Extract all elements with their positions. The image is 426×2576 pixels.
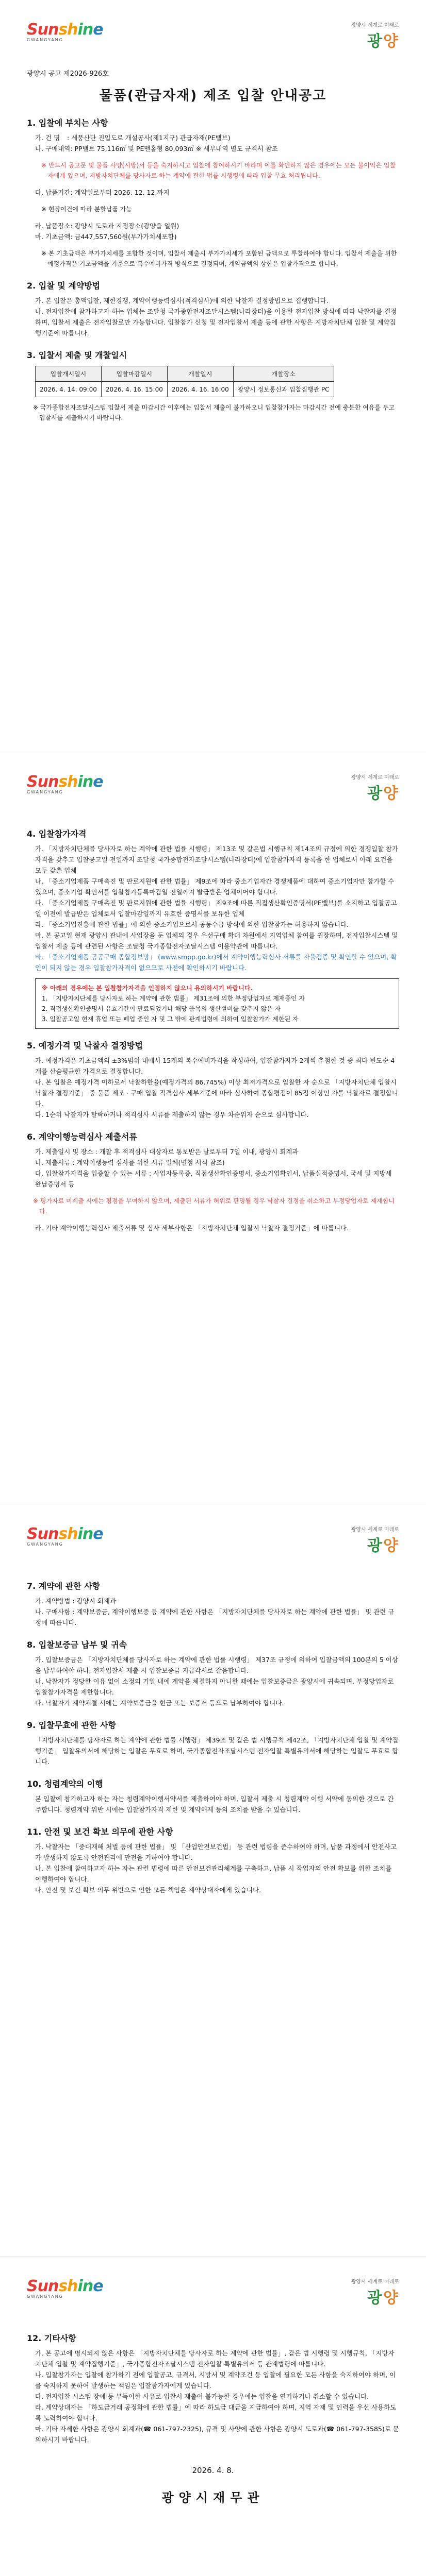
section-heading: 4. 입찰참가자격 [27, 829, 87, 839]
paragraph: 마. 본 공고일 현재 광양시 관내에 사업장을 둔 업체의 경우 우선구매 확대 차원에서 지역업체 참여를 권장하며, 전자입찰시스템 및 입찰서 제출 등에 관련된 사항은 조달청 국가종합전자조달시스템 이용약관에 따릅니다. [35, 931, 398, 950]
notice-date: 2026. 4. 8. [192, 2466, 234, 2475]
paragraph: 가. 제출일시 및 장소 : 개찰 후 적격심사 대상자로 통보받은 날로부터 7일 이내, 광양시 회계과 [35, 1148, 299, 1156]
paragraph: 가. 입찰보증금은 「지방자치단체를 당사자로 하는 계약에 관한 법률 시행령」 제37조 규정에 의하여 입찰금액의 100분의 5 이상을 납부하여야 하나, 전자입찰서 제출 시 입찰보증금 지급각서로 갈음합니다. [35, 1656, 398, 1674]
table-cell: 2026. 4. 14. 09:00 [36, 382, 102, 397]
document-page-2 [0, 752, 426, 1504]
paragraph: 다. 입찰참가자격을 입증할 수 있는 서류 : 사업자등록증, 직접생산확인증명서, 중소기업확인서, 납품실적증명서, 국세 및 지방세 완납증명서 등 [35, 1170, 392, 1188]
paragraph: 가. 본 공고에 명시되지 않은 사항은 「지방자치단체를 당사자로 하는 계약에 관한 법률」, 같은 법 시행령 및 시행규칙, 「지방자치단체 입찰 및 계약집행기준」, 국가종합전자조달시스템 전자입찰 특별유의서 등 관계법령에 따릅니다. [35, 2349, 395, 2368]
paragraph: 나. 전자입찰에 참가하고자 하는 업체는 조달청 국가종합전자조달시스템(나라장터)을 이용한 전자입찰 방식에 따라 낙찰자를 결정하며, 입찰서 제출은 전자입찰로만 가능합니다. 입찰참가 신청 및 전자입찰서 제출 등에 관한 사항은 지방자치단체 입찰 및 계약집행기준에 따릅니다. [35, 308, 397, 337]
section-heading: 12. 기타사항 [27, 2333, 76, 2343]
paragraph: 다. 1순위 낙찰자가 탈락하거나 적격심사 서류를 제출하지 않는 경우 차순위자 순으로 심사합니다. [35, 1111, 309, 1118]
paragraph: 다. 안전 및 보건 확보 의무 위반으로 인한 모든 책임은 계약상대자에게 있습니다. [35, 1886, 261, 1894]
paragraph: 라. 계약상대자는 「하도급거래 공정화에 관한 법률」에 따라 하도급 대금을 지급하여야 하며, 지역 자재 및 인력을 우선 사용하도록 노력하여야 합니다. [35, 2403, 397, 2422]
city-logo: 광양시 세계로 미래로 광양 [351, 23, 399, 50]
section-heading: 2. 입찰 및 계약방법 [27, 281, 101, 291]
table-cell: 2026. 4. 16. 15:00 [101, 382, 167, 397]
section-heading: 7. 계약에 관한 사항 [27, 1581, 101, 1591]
paragraph: 가. 낙찰자는 「중대재해 처벌 등에 관한 법률」 및 「산업안전보건법」 등 관련 법령을 준수하여야 하며, 납품 과정에서 안전사고가 발생하지 않도록 안전관리에 만전을 기하여야 합니다. [35, 1843, 397, 1861]
paragraph: 라. 「중소기업진흥에 관한 법률」에 의한 중소기업으로서 공동수급 방식에 의한 입찰참가는 허용하지 않습니다. [35, 921, 349, 928]
sunshine-logo: Sunshine GWANGYANG [27, 773, 103, 794]
city-logo: 광양시 세계로 미래로 광양 [351, 2279, 399, 2307]
paragraph: 「지방자치단체를 당사자로 하는 계약에 관한 법률 시행령」 제39조 및 같은 법 시행규칙 제42조, 「지방자치단체 입찰 및 계약집행기준」 입찰유의서에 해당하는 입찰은 무효로 하며, 국가종합전자조달시스템 전자입찰 특별유의서에 해당하는 입찰도 무효로 합니다. [35, 1736, 399, 1766]
issuing-organization: 광양시재무관 [161, 2490, 265, 2505]
table-header: 개찰장소 [233, 366, 334, 382]
paragraph: 가. 계약방법 : 광양시 회계과 [35, 1597, 116, 1605]
paragraph: 가. 「지방자치단체를 당사자로 하는 계약에 관한 법률 시행령」 제13조 및 같은법 시행규칙 제14조의 규정에 의한 경쟁입찰 참가자격을 갖추고 입찰공고일 전일까지 조달청 국가종합전자조달시스템(나라장터)에 입찰참가자격 등록을 한 업체로서 아래 요건을 모두 갖춘 업체 [35, 845, 398, 874]
item-row: 나. 구매내역: PP밸브 75,116㎡ 및 PE맨홀형 80,093㎡ ※ 세부내역 별도 규격서 참조 [35, 145, 278, 152]
warning-note: ※ 반드시 공고문 및 물품 사양(시방)서 등을 숙지하시고 입찰에 참여하시기 바라며 이를 확인하지 않은 경우에는 모든 불이익은 입찰자에게 있으며, 지방자치단체를 당사자로 하는 계약에 관한 법률 시행령에 따라 입찰 무효 처리됩니다. [41, 162, 396, 179]
sunshine-logo: Sunshine GWANGYANG [27, 2277, 103, 2299]
table-header: 입찰개시일시 [36, 366, 102, 382]
document-page-4 [0, 2257, 426, 2576]
paragraph: 다. 전자입찰 시스템 장애 등 부득이한 사유로 입찰서 제출이 불가능한 경우에는 입찰을 연기하거나 취소할 수 있습니다. [35, 2393, 369, 2400]
paragraph: 나. 입찰참가자는 입찰에 참가하기 전에 입찰공고, 규격서, 시방서 및 계약조건 등 입찰에 필요한 모든 사항을 숙지하여야 하며, 이를 숙지하지 못하여 발생하는 책임은 입찰참가자에게 있습니다. [35, 2371, 396, 2389]
city-logo: 광양시 세계로 미래로 광양 [351, 1527, 399, 1555]
table-header: 입찰마감일시 [101, 366, 167, 382]
page-header [27, 773, 399, 817]
note: ※ 본 기초금액은 부가가치세를 포함한 것이며, 입찰서 제출시 부가가치세가 포함된 금액으로 투찰하여야 합니다. 입찰서 제출을 위한 예정가격은 기초금액을 기준으로 복수예비가격 방식으로 결정되며, 계약금액의 상한은 입찰가격으로 합니다. [41, 250, 397, 267]
paragraph: 바. 「중소기업제품 공공구매 종합정보망」 (www.smpp.go.kr)에서 계약이행능력심사 서류를 자율검증 및 확인할 수 있으며, 확인이 되지 않는 경우 입찰참가자격이 없으므로 사전에 확인하시기 바랍니다. [35, 953, 397, 972]
paragraph: 가. 예정가격은 기초금액의 ±3%범위 내에서 15개의 복수예비가격을 작성하여, 입찰참가자가 2개씩 추첨한 것 중 최다 빈도순 4개를 산술평균한 가격으로 결정합니다. [35, 1057, 395, 1075]
paragraph: 나. 본 입찰은 예정가격 이하로서 낙찰하한율(예정가격의 86.745%) 이상 최저가격으로 입찰한 자 순으로 「지방자치단체 입찰시 낙찰자 결정기준」 중 물품 제조 · 구매 입찰 적격심사 세부기준에 따라 심사하여 종합평점이 85점 이상인 자를 낙찰자로 결정합니다. [35, 1078, 398, 1108]
section-heading: 5. 예정가격 및 낙찰자 결정방법 [27, 1041, 143, 1050]
paragraph: 가. 본 입찰은 총액입찰, 제한경쟁, 계약이행능력심사(적격심사)에 의한 낙찰자 결정방법으로 집행합니다. [35, 297, 329, 304]
paragraph: 라. 기타 계약이행능력심사 제출서류 및 심사 세부사항은 「지방자치단체 입찰시 낙찰자 결정기준」에 따릅니다. [35, 1224, 349, 1232]
note: ※ 국가종합전자조달시스템 입찰서 제출 마감시간 이후에는 입찰서 제출이 불가하오니 입찰참가자는 마감시간 전에 충분한 여유를 두고 입찰서를 제출하시기 바랍니다. [33, 404, 395, 421]
section-heading: 6. 계약이행능력심사 제출서류 [27, 1132, 137, 1142]
paragraph: 본 입찰에 참가하고자 하는 자는 청렴계약이행서약서를 제출하여야 하며, 입찰서 제출 시 청렴계약 이행 서약에 동의한 것으로 간주합니다. 청렴계약 위반 시에는 입찰참가자격 제한 및 계약해제 등의 조치를 받을 수 있습니다. [35, 1795, 394, 1814]
item-row: 라. 납품장소: 광양시 도로과 지정장소(광양읍 일원) [35, 222, 179, 230]
item-row: 다. 납품기간: 계약일로부터 2026. 12. 12.까지 [35, 189, 170, 196]
paragraph: 다. 낙찰자가 계약체결 시에는 계약보증금을 현금 또는 보증서 등으로 납부하여야 합니다. [35, 1699, 284, 1707]
schedule-table [35, 366, 334, 397]
section-heading: 9. 입찰무효에 관한 사항 [27, 1720, 117, 1730]
item-row: 가. 건 명 : 세풍산단 진입도로 개설공사(제1지구) 관급자재(PE밸브) [35, 134, 231, 142]
paragraph: 나. 「중소기업제품 구매촉진 및 판로지원에 관한 법률」 제9조에 따라 중소기업자간 경쟁제품에 대하여 중소기업자만 참가할 수 있으며, 중소기업 확인서를 입찰참가등록마감일 전일까지 발급받은 업체이어야 합니다. [35, 877, 395, 896]
paragraph: 나. 낙찰자가 정당한 이유 없이 소정의 기일 내에 계약을 체결하지 아니한 때에는 입찰보증금은 광양시에 귀속되며, 부정당업자로 입찰참가자격을 제한합니다. [35, 1677, 394, 1696]
paragraph: 나. 본 입찰에 참여하고자 하는 자는 관련 법령에 따른 안전보건관리체계를 구축하고, 납품 시 작업자의 안전 확보를 위한 조치를 이행하여야 합니다. [35, 1865, 392, 1883]
paragraph: 마. 기타 자세한 사항은 광양시 회계과(☎ 061-797-2325), 규격 및 사양에 관한 사항은 광양시 도로과(☎ 061-797-3585)로 문의하시기 바랍니다. [35, 2425, 399, 2444]
section-heading: 3. 입찰서 제출 및 개찰일시 [27, 350, 127, 360]
section-heading: 8. 입찰보증금 납부 및 귀속 [27, 1640, 127, 1650]
document-title: 물품(관급자재) 제조 입찰 안내공고 [99, 88, 327, 104]
warning-note: ※ 평가자료 미제출 시에는 평점을 부여하지 않으며, 제출된 서류가 허위로 판명될 경우 낙찰자 결정을 취소하고 부정당업자로 제재합니다. [33, 1197, 395, 1215]
document-page-1 [0, 0, 426, 752]
note: ※ 현장여건에 따라 분할납품 가능 [41, 206, 133, 213]
page-header [27, 21, 399, 65]
paragraph: 나. 구매사항 : 계약보증금, 계약이행보증 등 계약에 관한 사항은 「지방자치단체를 당사자로 하는 계약에 관한 법률」 및 관련 규정에 따릅니다. [35, 1608, 395, 1626]
page-header [27, 1525, 399, 1569]
section-heading: 1. 입찰에 부치는 사항 [27, 118, 108, 128]
table-cell: 광양시 정보통신과 입찰집행관 PC [233, 382, 334, 397]
section-heading: 11. 안전 및 보건 확보 의무에 관한 사항 [27, 1827, 173, 1837]
table-cell: 2026. 4. 16. 16:00 [167, 382, 233, 397]
sunshine-logo: Sunshine GWANGYANG [27, 21, 103, 42]
section-heading: 10. 청렴계약의 이행 [27, 1779, 103, 1789]
sunshine-logo: Sunshine GWANGYANG [27, 1525, 103, 1547]
paragraph: 나. 제출서류 : 계약이행능력 심사를 위한 서류 일체(별첨 서식 참조) [35, 1159, 225, 1166]
page-header [27, 2277, 399, 2321]
city-logo: 광양시 세계로 미래로 광양 [351, 775, 399, 803]
document-page-3 [0, 1504, 426, 2257]
item-row: 마. 기초금액: 금447,557,560원(부가가치세포함) [35, 233, 177, 241]
table-header: 개찰일시 [167, 366, 233, 382]
notice-box: ※ 아래의 경우에는 본 입찰참가자격을 인정하지 않으니 유의하시기 바랍니다. 1. 「지방자치단체를 당사자로 하는 계약에 관한 법률」 제31조에 의한 부정당업자로 제재중인 자 2. 직접생산확인증명서 유효기간이 만료되었거나 해당 품목의 생산설비를 갖추지 않은 자 3. 입찰공고일 현재 휴업 또는 폐업 중인 자 및 그 밖에 관계법령에 의하여 입찰참가가 제한된 자 [35, 978, 399, 1029]
notice-number: 광양시 공고 제2026-926호 [27, 70, 109, 78]
paragraph: 다. 「중소기업제품 구매촉진 및 판로지원에 관한 법률 시행령」 제9조에 따른 직접생산확인증명서(PE밸브)를 소지하고 입찰공고일 이전에 발급받은 업체로서 입찰마감일까지 유효한 증명서를 보유한 업체 [35, 899, 397, 918]
